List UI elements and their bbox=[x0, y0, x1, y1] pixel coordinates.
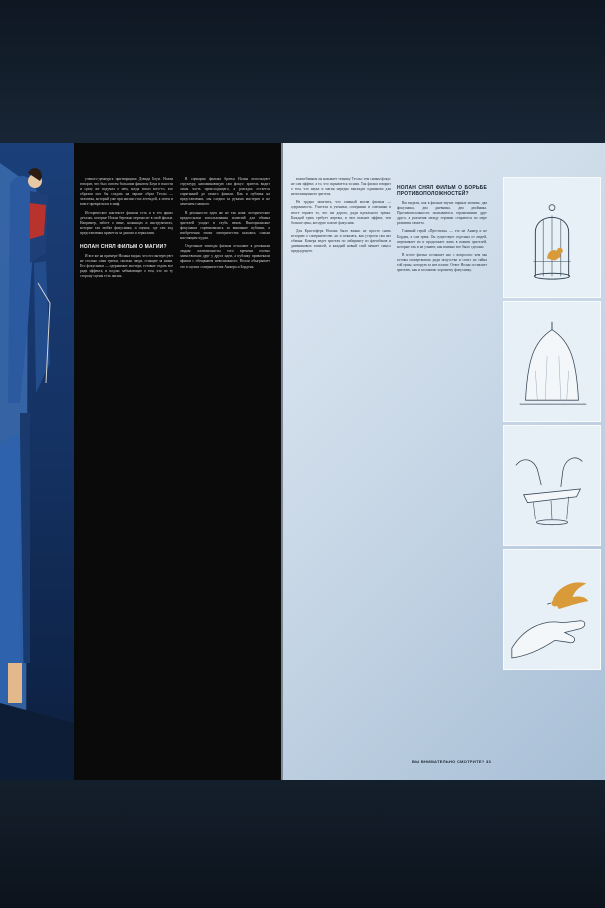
section-heading: НОЛАН СНЯЛ ФИЛЬМ О БОРЬБЕ ПРОТИВОПОЛОЖНОСТЕЙ? bbox=[397, 185, 487, 197]
paragraph: Не трудно заметить, что главный мотив фильма — одержимость. Учителя и ученики, соперники и союзники в итоге теряют то, что им дорого, ради идеального трюка. Каждый трюк требует жертвы, и чем сильнее эффект, тем больше цена, которую платит фокусник. bbox=[291, 200, 391, 225]
paragraph: В сценарии фильма братья Нолан используют структуру, напоминающую сам фокус: зритель видит лишь часть происходящего, а разгадка остается спрятанной до самого финала. Как и публика на представлении, мы следим за руками мастеров и не замечаем главного. bbox=[180, 177, 270, 207]
right-column-1 bbox=[291, 177, 391, 257]
paragraph: Отдельные эпизоды фильма отсылают к реальным людям: иллюзионисты того времени охотно заимствовали друг у друга идеи, а публику привлекали афиши с обещанием невозможного. Нолан обыгрывает это в сценах соперничества Анжера и Бордена. bbox=[180, 244, 270, 269]
illustration-panel-1 bbox=[503, 177, 601, 298]
left-artwork bbox=[0, 143, 74, 780]
illustration-strip bbox=[503, 177, 605, 767]
paragraph: И все же на примере Нолана видно, что его интересуют не столько сами трюки, сколько люди, стоящие за ними. Его фокусники — одержимые мастера, готовые отдать все ради эффекта, и подчас забывающие о том, что по ту сторону сцены есть жизнь. bbox=[80, 254, 173, 279]
covered-cage-icon bbox=[504, 302, 600, 421]
left-page bbox=[0, 143, 281, 780]
paragraph: Вы видели, как в фильме звучат парные мотивы: два фокусника, два дневника, два двойника. Противоположности оказываются отражениями друг друга, а различия между героями стираются по мере развития сюжета. bbox=[397, 201, 487, 226]
right-page bbox=[283, 143, 605, 780]
left-column-2 bbox=[180, 177, 270, 273]
birdcage-icon bbox=[504, 178, 600, 297]
crushed-cage-icon bbox=[504, 426, 600, 545]
section-heading: НОЛАН СНЯЛ ФИЛЬМ О МАГИИ? bbox=[80, 244, 167, 251]
paragraph: ученого-демиурга притворщика Дэвида Боуи. Нолан говорит, что был совсем большим фанатом Боуи в юности и сразу же подумал о нем, когда искал кого-то, кто образом мог бы создать на экране образ Теслы — человека, который уже при жизни стал легендой, а затем и вовсе превратился в миф. bbox=[80, 177, 173, 207]
illustration-panel-4 bbox=[503, 549, 601, 670]
paragraph: волшебником он называет технику Теслы: тем самым фокус не сам эффект, а то, что скрывается за ним. Так фильм говорит о том, что наука и магия нередко выглядят одинаково для непосвященного зрителя. bbox=[291, 177, 391, 197]
figures-artwork-icon bbox=[0, 143, 74, 780]
left-column-1 bbox=[80, 177, 173, 283]
illustration-panel-3 bbox=[503, 425, 601, 546]
paragraph: Историческое контексте фильма есть и в тех ярких деталях, которые Нолан бережно переносит в свой фильм. Например, заботе о вине, ножницах и инструментах, которые так любят фокусники, и сценах, где сам ход представления прячется за дымом и зеркалами. bbox=[80, 210, 173, 235]
illustration-panel-2 bbox=[503, 301, 601, 422]
magazine-spread bbox=[0, 143, 605, 780]
page-footer: ВЫ ВНИМАТЕЛЬНО СМОТРИТЕ? 33 bbox=[412, 759, 491, 764]
released-bird-icon bbox=[504, 550, 600, 669]
paragraph: В реальности идея же не так нова: исторические предпосылки использования иллюзий для обмана зрителей уходят в глубь веков. Викторианские фокусники соревновались за внимание публики, а изобретения эпохи электричества казались самым настоящим чудом. bbox=[180, 210, 270, 241]
paragraph: Главный герой «Престижа» — это не Анжер и не Борден, а сам трюк. Он существует отдельно от людей, переживает их и продолжает жить в памяти зрителей, которые так и не узнают, как именно все было сделано. bbox=[397, 229, 487, 249]
paragraph: В итоге фильм оставляет нас с вопросом: чем мы готовы пожертвовать ради искусства и стоит ли тайна той цены, которую за нее платят. Ответ Нолан оставляет зрителю, как и положено хорошему фокуснику. bbox=[397, 252, 487, 273]
paragraph: Для Кристофера Нолана было важно не просто снять историю о соперничестве, но и показать, как устроен сам акт обмана. Камера ведет зрителя по лабиринту из флешбэков и дневниковых записей, и каждый новый слой меняет смысл предыдущего. bbox=[291, 228, 391, 254]
right-column-2 bbox=[397, 177, 487, 276]
